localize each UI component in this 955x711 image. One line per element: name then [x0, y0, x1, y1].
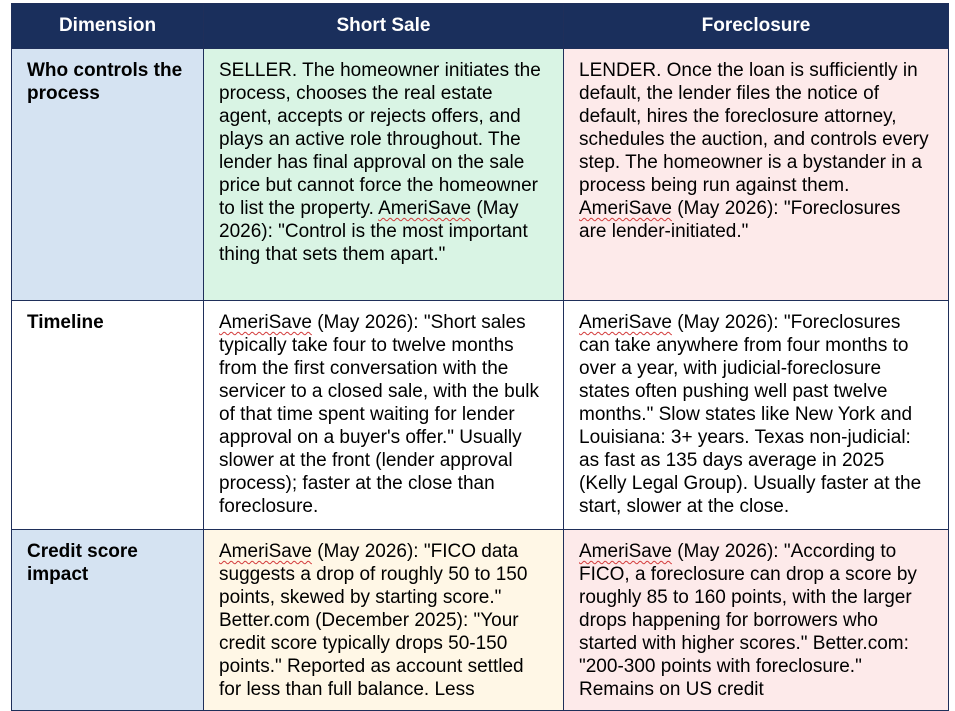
- spellcheck-word: AmeriSave: [579, 198, 672, 219]
- foreclosure-cell: [564, 49, 949, 301]
- cell-text: (May 2026): "Short sales typically take four to twelve months from the first conversation with the servicer to a closed sale, with the bulk of that time spent waiting for lender approval on a buyer's offer." Usually slower at the front (lender approval process); faster at the close than foreclosure.: [219, 312, 539, 517]
- table-row: [12, 301, 949, 530]
- table-row: [12, 49, 949, 301]
- spellcheck-word: AmeriSave: [219, 541, 312, 562]
- header-dimension: Dimension: [12, 4, 204, 49]
- foreclosure-cell: [564, 530, 949, 711]
- short-sale-cell: [204, 49, 564, 301]
- short-sale-cell: [204, 530, 564, 711]
- header-row: [12, 4, 949, 49]
- row-dimension-label: Credit score impact: [12, 530, 204, 711]
- cell-text: (May 2026): "Foreclosures can take anywhere from four months to over a year, with judicial-foreclosure states often pushing well past twelve months." Slow states like New York and Louisiana: 3+ years. Texas non-judicial: as fast as 135 days average in 2025 (Kelly Legal Group). Usually faster at the start, slower at the close.: [579, 312, 922, 517]
- foreclosure-cell: [564, 301, 949, 530]
- spellcheck-word: AmeriSave: [579, 541, 672, 562]
- cell-text: (May 2026): "According to FICO, a foreclosure can drop a score by roughly 85 to 160 points, with the larger drops happening for borrowers who started with higher scores." Better.com: "200-300 points with foreclosure." Remains on US credit: [579, 541, 917, 700]
- table-row: [12, 530, 949, 711]
- cell-text: (May 2026): "Foreclosures are lender-initiated.": [579, 198, 901, 242]
- cell-text: SELLER. The homeowner initiates the process, chooses the real estate agent, accepts or rejects offers, and plays an active role throughout. The lender has final approval on the sale price but cannot force the homeowner to list the property.: [219, 60, 541, 219]
- header-foreclosure: Foreclosure: [564, 4, 949, 49]
- row-dimension-label: Who controls the process: [12, 49, 204, 301]
- spellcheck-word: AmeriSave: [579, 312, 672, 333]
- cell-text: (May 2026): "Control is the most important thing that sets them apart.": [219, 198, 528, 265]
- short-sale-cell: [204, 301, 564, 530]
- spellcheck-word: AmeriSave: [378, 198, 472, 219]
- cell-text: (May 2026): "FICO data suggests a drop of roughly 50 to 150 points, skewed by starting score." Better.com (December 2025): "Your credit score typically drops 50-150 points." Reported as account settled for less than full balance. Less: [219, 541, 528, 700]
- row-dimension-label: Timeline: [12, 301, 204, 530]
- header-short-sale: Short Sale: [204, 4, 564, 49]
- cell-text: LENDER. Once the loan is sufficiently in default, the lender files the notice of default, hires the foreclosure attorney, schedules the auction, and controls every step. The homeowner is a bystander in a process being run against them.: [579, 60, 929, 196]
- comparison-table: [11, 3, 949, 711]
- spellcheck-word: AmeriSave: [219, 312, 312, 333]
